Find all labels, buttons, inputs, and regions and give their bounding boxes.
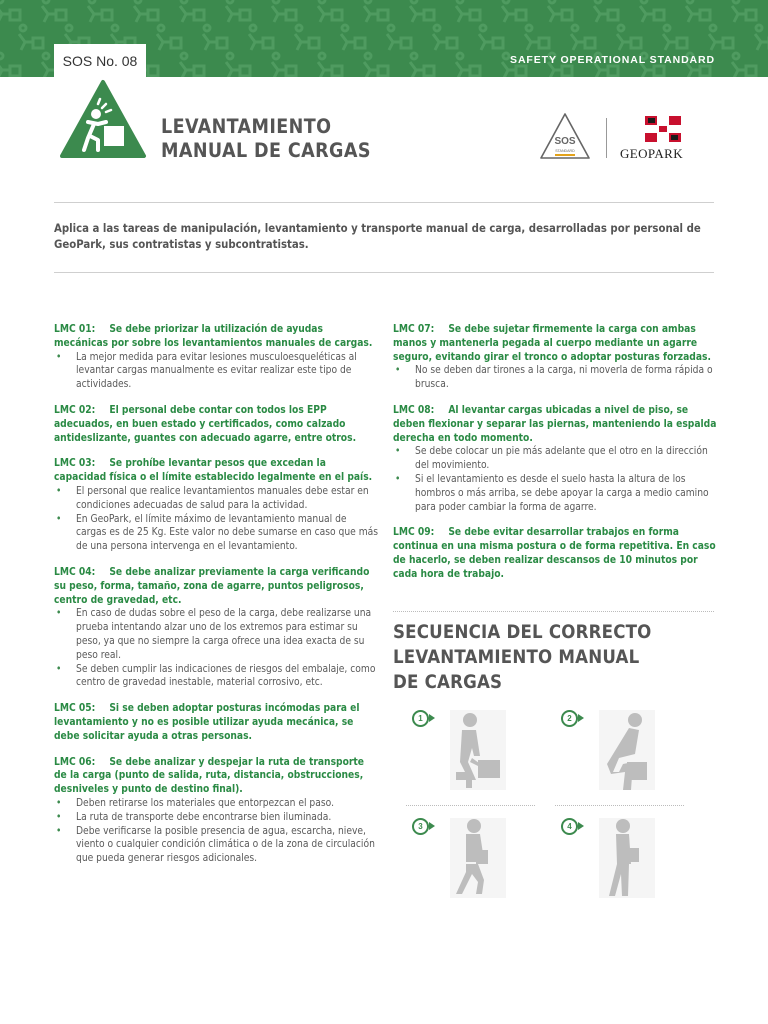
sos-logo-text: SOS (554, 136, 576, 147)
sequence-title-line-1: SECUENCIA DEL CORRECTO (393, 622, 652, 643)
rule-bullet: • Se debe colocar un pie más adelante que el otro en la dirección del movimiento. (393, 445, 718, 473)
rule-bullet-list (54, 485, 379, 554)
step-separator (406, 805, 535, 806)
rule-bullet: • Si el levantamiento es desde el suelo hasta la altura de los hombros o más arriba, se debe apoyar la carga a medio camino para poder cambiar la forma de agarre. (393, 473, 718, 514)
rule-bullet: • Deben retirarse los materiales que entorpezcan el paso. (54, 797, 379, 811)
rule-item (393, 526, 718, 581)
rules-column-right (393, 323, 718, 594)
step-number-badge: 4 (561, 818, 587, 836)
rule-item (393, 404, 718, 514)
rule-code: LMC 06: (54, 756, 96, 768)
rule-heading (393, 323, 718, 364)
lifting-warning-icon (58, 78, 148, 160)
sequence-step-4 (561, 818, 681, 903)
step-separator (555, 805, 684, 806)
rule-bullet-list (54, 797, 379, 866)
rule-bullet: • La ruta de transporte debe encontrarse bien iluminada. (54, 811, 379, 825)
rule-heading (54, 457, 379, 485)
rule-bullet: • El personal que realice levantamientos manuales debe estar en condiciones adecuadas de salud para la actividad. (54, 485, 379, 513)
rule-text: El personal debe contar con todos los EPP adecuados, en buen estado y certificados, como calzado antideslizante, guantes con adecuado agarre, entre otros. (54, 404, 357, 444)
rule-heading (54, 404, 379, 445)
rule-code: LMC 09: (393, 527, 435, 539)
rule-text: Se debe sujetar firmemente la carga con ambas manos y mantenerla pegada al cuerpo mediante un agarre seguro, evitando girar el tronco o adoptar posturas forzadas. (393, 324, 711, 363)
rule-code: LMC 04: (54, 566, 96, 578)
divider-intro (54, 272, 714, 273)
rule-code: LMC 08: (393, 404, 435, 416)
grab-load-figure-icon (599, 710, 655, 790)
sequence-step-3 (412, 818, 532, 903)
intro-paragraph: Aplica a las tareas de manipulación, levantamiento y transporte manual de carga, desarrolladas por personal de GeoPark, sus contratistas y subcontratistas. (54, 222, 701, 251)
carry-load-figure-icon (599, 818, 655, 898)
rule-item (54, 702, 379, 743)
rule-text: Se debe evitar desarrollar trabajos en forma continua en una misma postura o de forma repetitiva. En caso de hacerlo, se deben realizar descansos de 10 minutos por cada hora de trabajo. (393, 527, 716, 580)
rule-text: Si se deben adoptar posturas incómodas para el levantamiento y no es posible utilizar ayuda mecánica, se debe solicitar ayuda a otras personas. (54, 703, 360, 742)
rule-text: Se prohíbe levantar pesos que excedan la capacidad física o el límite establecido legalmente en el país. (54, 458, 373, 484)
rule-bullet: • Se deben cumplir las indicaciones de riesgos del embalaje, como centro de gravedad inestable, material corrosivo, etc. (54, 663, 379, 691)
rule-text: Se debe analizar previamente la carga verificando su peso, forma, tamaño, zona de agarre, puntos peligrosos, centro de gravedad, etc. (54, 566, 370, 606)
rule-text: Se debe analizar y despejar la ruta de transporte de la carga (punto de salida, ruta, distancia, obstrucciones, desniveles y punto de destino final). (54, 756, 365, 796)
title-line-1: LEVANTAMIENTO (161, 115, 332, 138)
sequence-title (393, 620, 652, 695)
sequence-divider (393, 611, 714, 612)
step-number-badge: 1 (412, 710, 438, 728)
rule-item (54, 323, 379, 392)
sequence-title-line-3: DE CARGAS (393, 672, 503, 693)
rule-bullet-list (393, 364, 718, 392)
geopark-wordmark: GEOPARK (620, 146, 684, 161)
rule-bullet-list (54, 607, 379, 690)
title-line-2: MANUAL DE CARGAS (161, 139, 371, 162)
rule-code: LMC 05: (54, 703, 96, 715)
rule-code: LMC 07: (393, 324, 435, 335)
rule-text: Al levantar cargas ubicadas a nivel de piso, se deben flexionar y separar las piernas, manteniendo la espalda derecha en todo momento. (393, 404, 717, 444)
rule-heading (393, 526, 718, 581)
rules-column-left (54, 323, 379, 878)
logo-separator (606, 118, 607, 158)
rule-code: LMC 01: (54, 324, 96, 335)
rule-heading (54, 756, 379, 797)
rule-heading (54, 323, 379, 351)
step-number-badge: 3 (412, 818, 438, 836)
rule-bullet: • En GeoPark, el límite máximo de levantamiento manual de cargas es de 25 Kg. Este valor no debe sumarse en caso que más de una persona intervenga en el levantamiento. (54, 513, 379, 554)
squat-lift-figure-icon (450, 710, 506, 790)
rule-heading (393, 404, 718, 445)
sos-standard-logo (538, 110, 592, 164)
rule-bullet: • En caso de dudas sobre el peso de la carga, debe realizarse una prueba intentando alzar uno de los extremos para estimar su peso, ya que no siempre la carga ofrece una idea exacta de su peso real. (54, 607, 379, 662)
rule-item (393, 323, 718, 392)
rule-code: LMC 03: (54, 458, 96, 470)
rule-heading (54, 702, 379, 743)
header-band (0, 0, 768, 77)
rule-bullet-list (393, 445, 718, 514)
rule-bullet: • La mejor medida para evitar lesiones musculoesqueléticas al levantar cargas manualmente es evitar realizar este tipo de actividades. (54, 351, 379, 392)
rule-item (54, 457, 379, 554)
rule-bullet: • Debe verificarse la posible presencia de agua, escarcha, nieve, viento o cualquier condición climática o de la zona de circulación que pueda generar riesgos adicionales. (54, 825, 379, 866)
sequence-step-2 (561, 710, 681, 795)
rule-heading (54, 566, 379, 607)
rule-text: Se debe priorizar la utilización de ayudas mecánicas por sobre los levantamientos manuales de cargas. (54, 324, 373, 349)
rule-item (54, 756, 379, 866)
safety-standard-label: SAFETY OPERATIONAL STANDARD (510, 54, 715, 66)
sequence-step-1 (412, 710, 532, 795)
page-title (161, 115, 371, 163)
rule-code: LMC 02: (54, 404, 96, 416)
rise-with-load-figure-icon (450, 818, 506, 898)
rule-item (54, 404, 379, 445)
step-number-badge: 2 (561, 710, 587, 728)
rule-bullet-list (54, 351, 379, 392)
sequence-title-line-2: LEVANTAMIENTO MANUAL (393, 647, 640, 668)
sos-number-tag: SOS No. 08 (54, 44, 146, 77)
divider-top (54, 202, 714, 203)
sos-logo-sub: STANDARD (555, 149, 575, 153)
rule-item (54, 566, 379, 690)
rule-bullet: • No se deben dar tirones a la carga, ni moverla de forma rápida o brusca. (393, 364, 718, 392)
